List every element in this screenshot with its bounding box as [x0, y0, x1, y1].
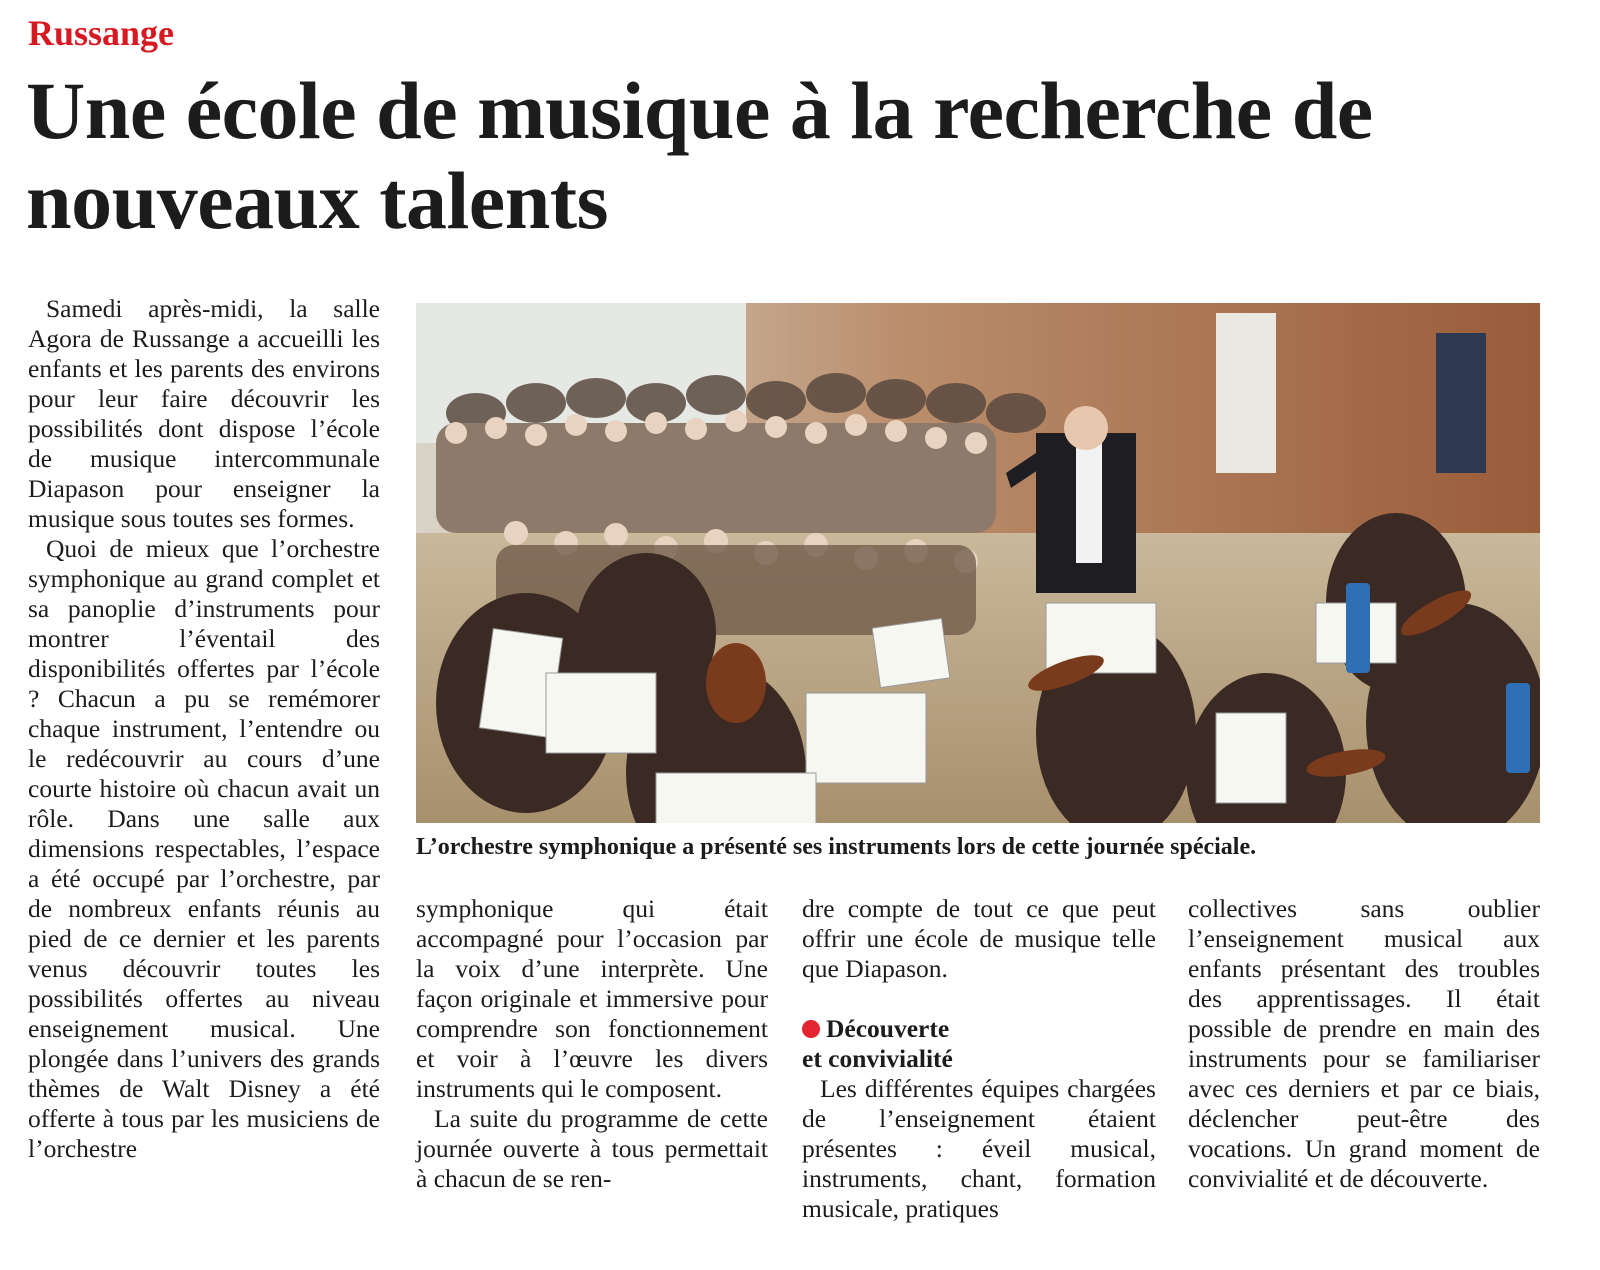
- column-4: [1188, 894, 1540, 1194]
- headline: Une école de musique à la recherche de nouveaux talents: [26, 65, 1373, 246]
- photo-caption: L’orchestre symphonique a présenté ses instruments lors de cette journée spéciale.: [416, 834, 1257, 860]
- orchestra-photo: [416, 303, 1540, 823]
- paragraph-2-part-1: Quoi de mieux que l’orchestre symphonique au grand complet et sa panoplie d’instruments pour montrer l’éventail des disponibilités offertes par l’école ? Chacun a pu se remémorer chaque instrument, l’entendre ou le redécouvrir au cours d’une courte histoire où chacun avait un rôle. Dans une salle aux dimensions respectables, l’espace a été occupé par l’orchestre, par de nombreux enfants réunis au pied de ce dernier et les parents venus découvrir toutes les possibilités offertes au niveau enseignement musical. Une plongée dans l’univers des grands thèmes de Walt Disney a été offerte à tous par les musiciens de l’orchestre: [28, 534, 380, 1163]
- subheading-line-2: et convivialité: [802, 1044, 953, 1073]
- paragraph-3-part-2: dre compte de tout ce que peut offrir une école de musique telle que Diapason.: [802, 894, 1156, 983]
- paragraph-3-part-1: La suite du programme de cette journée ouverte à tous permettait à chacun de se ren-: [416, 1104, 768, 1193]
- paragraph-4-part-2: collectives sans oublier l’enseignement musical aux enfants présentant des troubles des apprentissages. Il était possible de prendre en main des instruments pour se familiariser avec ces derniers et par ce biais, déclencher peut-être des vocations. Un grand moment de convivialité et de découverte.: [1188, 894, 1540, 1193]
- paragraph-2-part-2: symphonique qui était accompagné pour l’occasion par la voix d’une interprète. Une façon originale et immersive pour comprendre son fonctionnement et voir à l’œuvre les divers instruments qui le composent.: [416, 894, 768, 1103]
- subheading-line-1: Découverte: [826, 1014, 950, 1043]
- column-3: [802, 894, 1156, 1224]
- column-2: [416, 894, 768, 1194]
- column-1: [28, 294, 380, 1164]
- bullet-dot-icon: [802, 1020, 820, 1038]
- section-kicker: Russange: [28, 13, 175, 53]
- paragraph-1: Samedi après-midi, la salle Agora de Russange a accueilli les enfants et les parents des environs pour leur faire découvrir les possibilités dont dispose l’école de musique intercommunale Diapason pour enseigner la musique sous toutes ses formes.: [28, 294, 380, 533]
- orchestra-photo-illustration: [416, 303, 1540, 823]
- subheading: [802, 1014, 1156, 1074]
- paragraph-4-part-1: Les différentes équipes chargées de l’enseignement étaient présentes : éveil musical, instruments, chant, formation musicale, pratiques: [802, 1074, 1156, 1223]
